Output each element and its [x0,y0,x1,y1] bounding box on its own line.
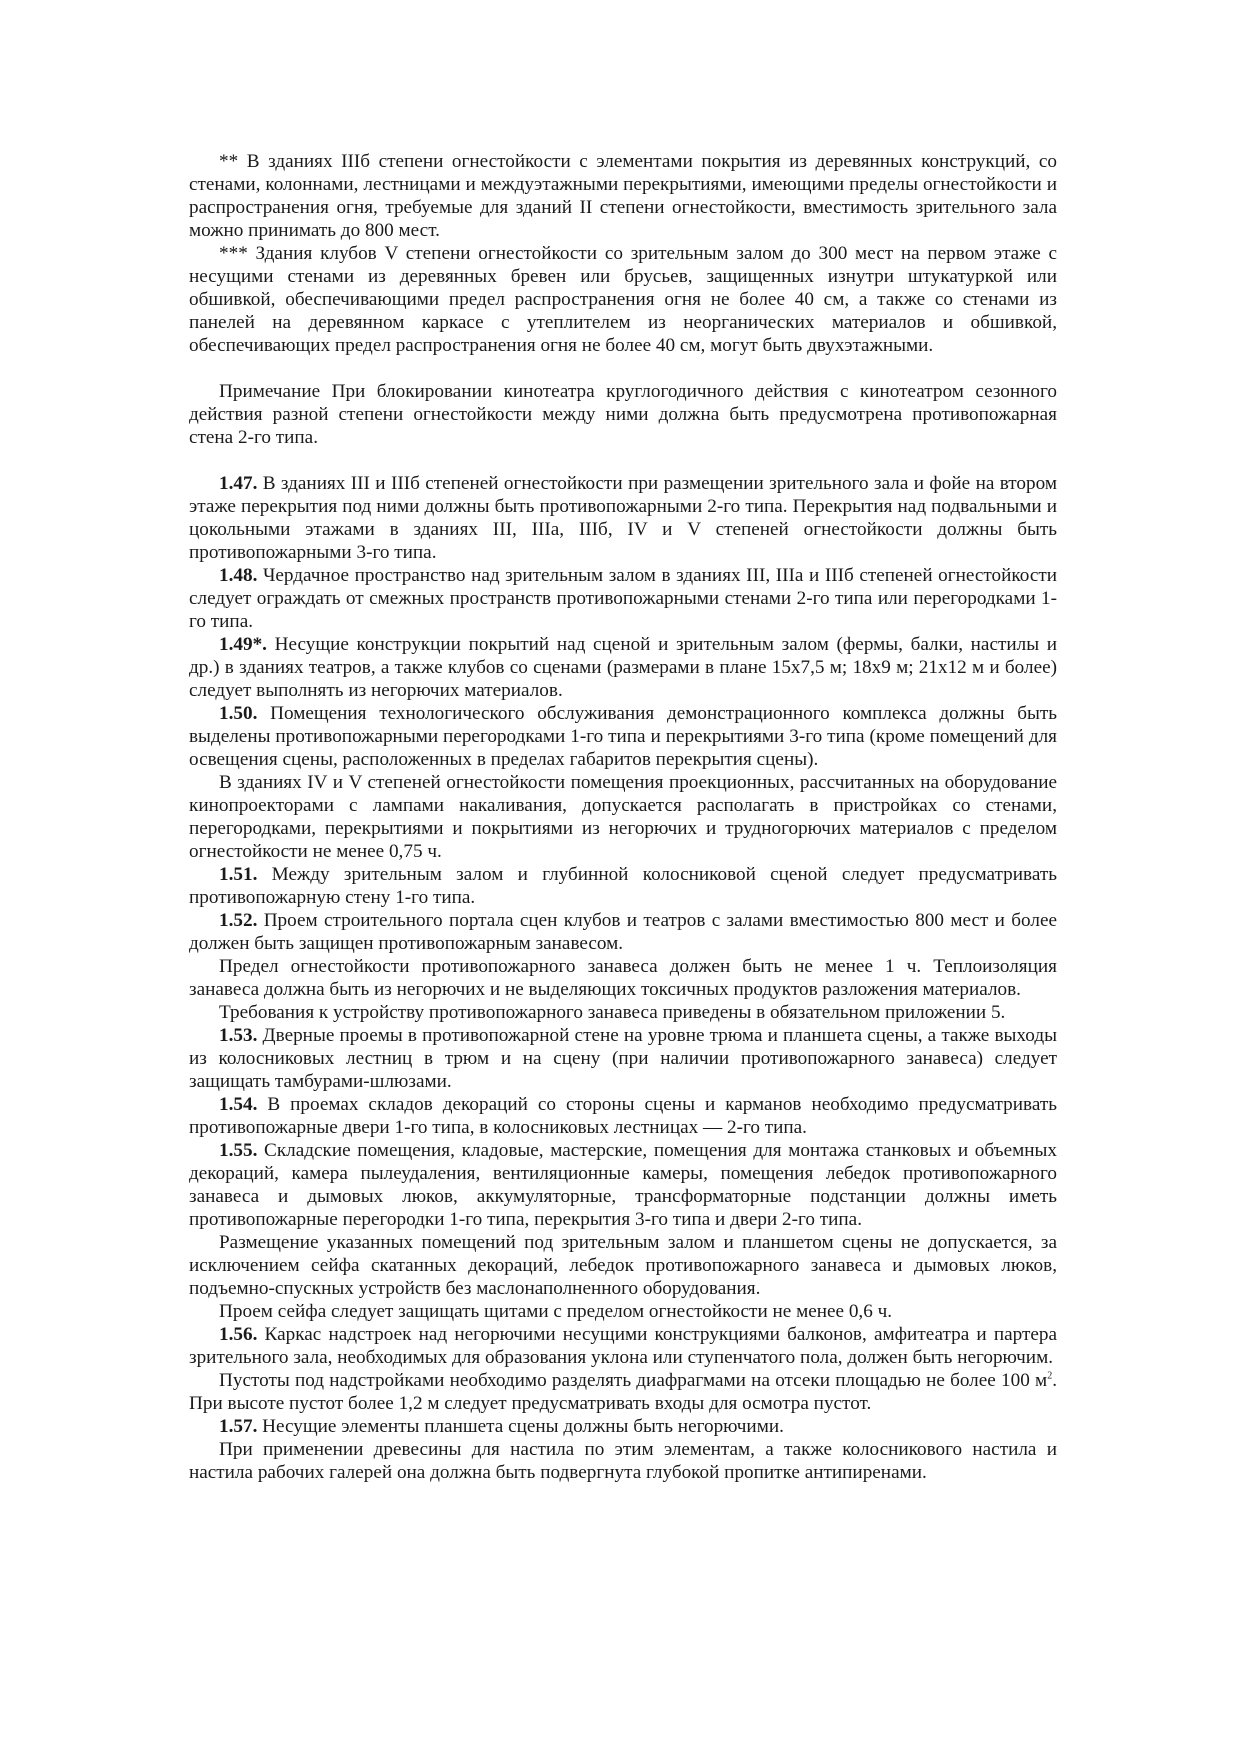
clause-1-56-paragraph-2 [189,1369,1057,1415]
clause-text: В проемах складов декораций со стороны сцены и карманов необходимо предусматривать противопожарные двери 1-го типа, в колосниковых лестницах — 2-го типа. [189,1094,1057,1138]
clause-text: Дверные проемы в противопожарной стене на уровне трюма и планшета сцены, а также выходы из колосниковых лестниц в трюм и на сцену (при наличии противопожарного занавеса) следует защищать тамбурами-шлюзами. [189,1025,1057,1092]
clause-text: В зданиях III и IIIб степеней огнестойкости при размещении зрительного зала и фойе на втором этаже перекрытия под ними должны быть противопожарными 2-го типа. Перекрытия над подвальными и цокольными этажами в зданиях III, IIIа, IIIб, IV и V степеней огнестойкости должны быть противопожарными 3-го типа. [189,473,1057,563]
clause-1-52-paragraph-2: Предел огнестойкости противопожарного занавеса должен быть не менее 1 ч. Теплоизоляция занавеса должна быть из негорючих и не выделяющих токсичных продуктов разложения материалов. [189,956,1057,1000]
clause-number: 1.50. [219,703,258,724]
clause-1-57-paragraph-2: При применении древесины для настила по этим элементам, а также колосникового настила и настила рабочих галерей она должна быть подвергнута глубокой пропитке антипиренами. [189,1439,1057,1483]
spacer [189,449,1057,472]
clause-number: 1.49*. [219,634,267,655]
clause-number: 1.53. [219,1025,258,1046]
clause-1-52 [189,909,1057,955]
clause-number: 1.56. [219,1324,258,1345]
footnote-double-star: ** В зданиях IIIб степени огнестойкости с элементами покрытия из деревянных конструкций, со стенами, колоннами, лестницами и междуэтажными перекрытиями, имеющими пределы огнестойкости и распространения огня, требуемые для зданий II степени огнестойкости, вместимость зрительного зала можно принимать до 800 мест. [189,151,1057,241]
clause-text: Складские помещения, кладовые, мастерские, помещения для монтажа станковых и объемных декораций, камера пылеудаления, вентиляционные камеры, помещения лебедок противопожарного занавеса и дымовых люков, аккумуляторные, трансформаторные подстанции должны иметь противопожарные перегородки 1-го типа, перекрытия 3-го типа и двери 2-го типа. [189,1140,1057,1230]
clause-1-48 [189,564,1057,633]
clause-text: Пустоты под надстройками необходимо разделять диафрагмами на отсеки площадью не более 100 м [219,1370,1048,1391]
clause-1-55-paragraph-2: Размещение указанных помещений под зрительным залом и планшетом сцены не допускается, за исключением сейфа скатанных декораций, лебедок противопожарного занавеса и дымовых люков, подъемно-спускных устройств без маслонаполненного оборудования. [189,1232,1057,1299]
clause-1-49 [189,633,1057,702]
clause-text: Чердачное пространство над зрительным залом в зданиях III, IIIа и IIIб степеней огнестойкости следует ограждать от смежных пространств противопожарными стенами 2-го типа или перегородками 1-го типа. [189,565,1057,632]
clause-1-54 [189,1093,1057,1139]
clause-1-55-paragraph-3: Проем сейфа следует защищать щитами с пределом огнестойкости не менее 0,6 ч. [219,1301,893,1322]
clause-number: 1.48. [219,565,258,586]
clause-text: Между зрительным залом и глубинной колосниковой сценой следует предусматривать противопожарную стену 1-го типа. [189,864,1057,908]
clause-1-55 [189,1139,1057,1231]
clause-text: Каркас надстроек над негорючими несущими конструкциями балконов, амфитеатра и партера зрительного зала, необходимых для образования уклона или ступенчатого пола, должен быть негорючим. [189,1324,1057,1368]
clause-1-47 [189,472,1057,564]
clause-text: Проем строительного портала сцен клубов и театров с залами вместимостью 800 мест и более должен быть защищен противопожарным занавесом. [189,910,1057,954]
clause-number: 1.57. [219,1416,258,1437]
clause-number: 1.47. [219,473,258,494]
spacer [189,357,1057,380]
clause-text: . При высоте пустот более 1,2 м следует предусматривать входы для осмотра пустот. [189,1370,1057,1414]
note-paragraph: Примечание При блокировании кинотеатра круглогодичного действия с кинотеатром сезонного действия разной степени огнестойкости между ними должна быть предусмотрена противопожарная стена 2-го типа. [189,381,1057,448]
clause-number: 1.51. [219,864,258,885]
clause-number: 1.52. [219,910,258,931]
superscript: 2 [1047,1370,1053,1382]
clause-text: Несущие элементы планшета сцены должны быть негорючими. [257,1416,784,1437]
clause-number: 1.54. [219,1094,258,1115]
clause-text: Несущие конструкции покрытий над сценой и зрительным залом (фермы, балки, настилы и др.) в зданиях театров, а также клубов со сценами (размерами в плане 15х7,5 м; 18х9 м; 21х12 м и более) следует выполнять из негорючих материалов. [189,634,1057,701]
clause-1-51 [189,863,1057,909]
document-page [189,150,1057,1484]
footnote-triple-star: *** Здания клубов V степени огнестойкости со зрительным залом до 300 мест на первом этаже с несущими стенами из деревянных бревен или брусьев, защищенных изнутри штукатуркой или обшивкой, обеспечивающими предел распространения огня не более 40 см, а также со стенами из панелей на деревянном каркасе с утеплителем из неорганических материалов и обшивкой, обеспечивающих предел распространения огня не более 40 см, могут быть двухэтажными. [189,243,1057,356]
clause-1-52-paragraph-3: Требования к устройству противопожарного занавеса приведены в обязательном приложении 5. [219,1002,1006,1023]
clause-text: Помещения технологического обслуживания демонстрационного комплекса должны быть выделены противопожарными перегородками 1-го типа и перекрытиями 3-го типа (кроме помещений для освещения сцены, расположенных в пределах габаритов перекрытия сцены). [189,703,1057,770]
clause-1-56 [189,1323,1057,1369]
clause-1-57 [189,1415,1057,1438]
clause-1-50 [189,702,1057,771]
clause-1-50-paragraph-2: В зданиях IV и V степеней огнестойкости помещения проекционных, рассчитанных на оборудование кинопроекторами с лампами накаливания, допускается располагать в пристройках со стенами, перегородками, перекрытиями и покрытиями из негорючих и трудногорючих материалов с пределом огнестойкости не менее 0,75 ч. [189,772,1057,862]
clause-1-53 [189,1024,1057,1093]
clause-number: 1.55. [219,1140,258,1161]
